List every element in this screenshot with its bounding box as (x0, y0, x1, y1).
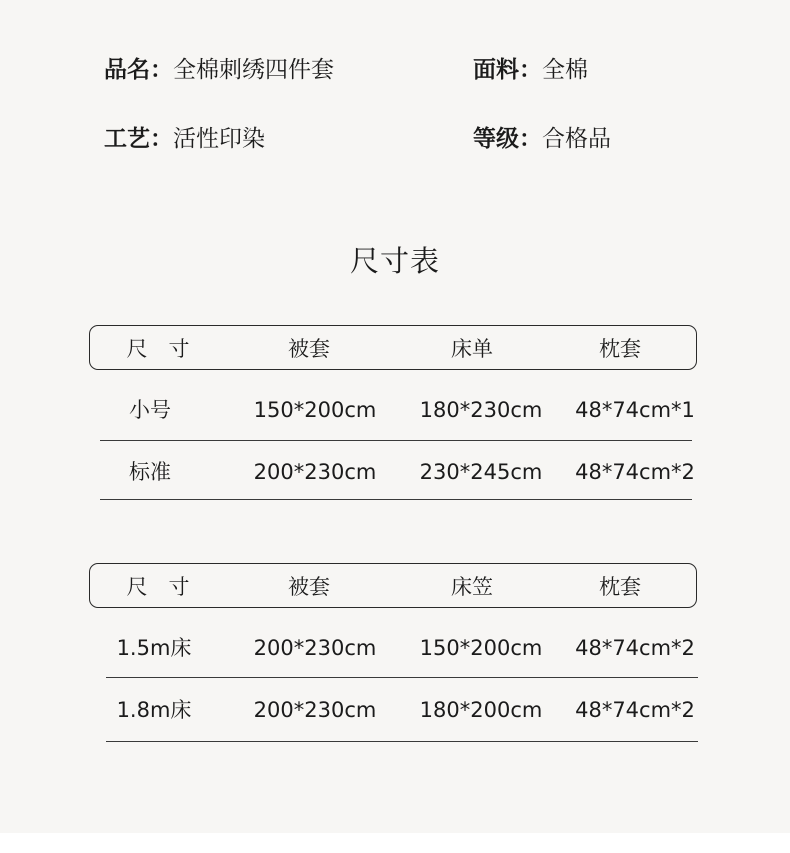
table-1-divider-2 (100, 499, 692, 500)
spec-craft (104, 124, 265, 154)
table-2-header (89, 563, 697, 608)
table-1-header-duvet: 被套 (288, 337, 330, 361)
table-2-row-1-size: 1.5m床 (116, 636, 192, 660)
spec-fabric-value: 全棉 (542, 57, 588, 83)
table-2-header-duvet: 被套 (288, 575, 330, 599)
table-1-header-size: 尺 寸 (126, 337, 190, 361)
table-2-divider-2 (106, 741, 698, 742)
table-1-row-2-duvet: 200*230cm (253, 460, 377, 484)
spec-grade-value: 合格品 (542, 126, 611, 152)
spec-fabric (473, 55, 588, 85)
table-2-header-size: 尺 寸 (126, 575, 190, 599)
table-1-row-2-sheet: 230*245cm (419, 460, 543, 484)
table-1-row-1-pillowcase: 48*74cm*1 (575, 398, 695, 422)
table-1-divider-1 (100, 440, 692, 441)
size-chart-title: 尺寸表 (349, 244, 440, 278)
spec-fabric-key: 面料： (473, 57, 542, 83)
spec-product-name (104, 55, 334, 85)
table-1-header (89, 325, 697, 370)
table-2-header-pillowcase: 枕套 (599, 575, 641, 599)
table-2-row-1-pillowcase: 48*74cm*2 (575, 636, 695, 660)
table-2-header-fitted-sheet: 床笠 (451, 575, 493, 599)
table-1-header-sheet: 床单 (451, 337, 493, 361)
table-2-row-1-duvet: 200*230cm (253, 636, 377, 660)
table-1-row-2-pillowcase: 48*74cm*2 (575, 460, 695, 484)
table-2-row-1-fitted-sheet: 150*200cm (419, 636, 543, 660)
table-2-row-2-size: 1.8m床 (116, 698, 192, 722)
table-1-row-1-size: 小号 (129, 398, 171, 422)
spec-craft-value: 活性印染 (173, 126, 265, 152)
table-1-row-2-size: 标准 (129, 460, 171, 484)
table-1-header-pillowcase: 枕套 (599, 337, 641, 361)
spec-craft-key: 工艺： (104, 126, 173, 152)
table-2-row-2-duvet: 200*230cm (253, 698, 377, 722)
spec-grade (473, 124, 611, 154)
size-table-1 (89, 325, 699, 505)
spec-product-name-key: 品名： (104, 57, 173, 83)
table-2-divider-1 (106, 677, 698, 678)
size-table-2 (89, 563, 699, 748)
spec-product-name-value: 全棉刺绣四件套 (173, 57, 334, 83)
table-1-row-1-sheet: 180*230cm (419, 398, 543, 422)
spec-grade-key: 等级： (473, 126, 542, 152)
table-1-row-1-duvet: 150*200cm (253, 398, 377, 422)
table-2-row-2-pillowcase: 48*74cm*2 (575, 698, 695, 722)
table-2-row-2-fitted-sheet: 180*200cm (419, 698, 543, 722)
